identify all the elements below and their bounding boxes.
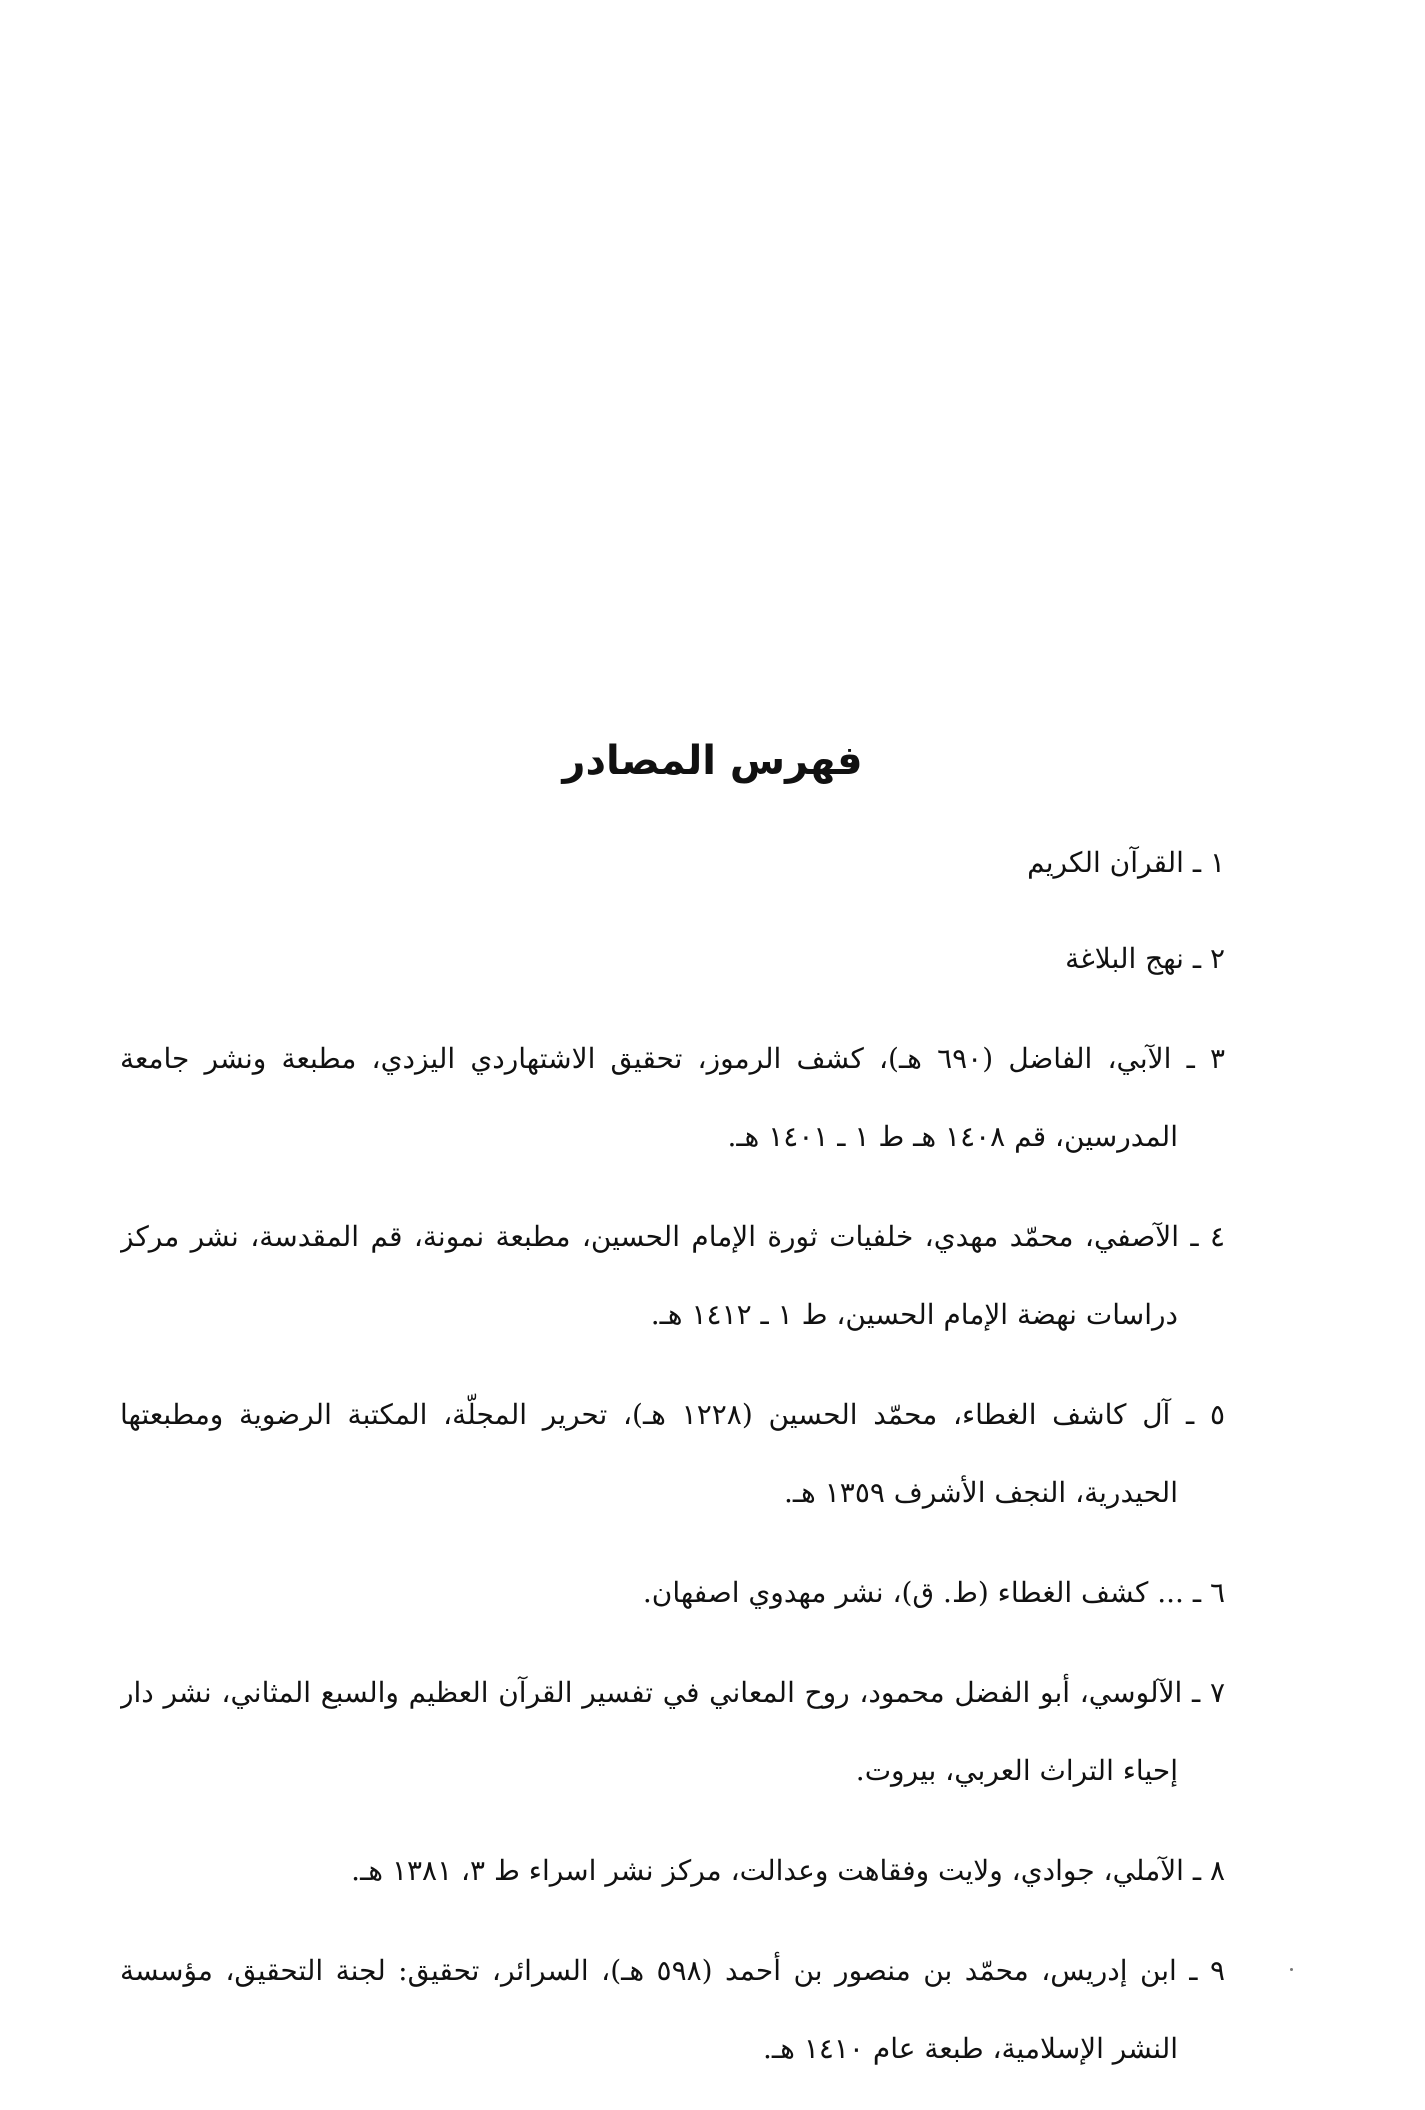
source-entry-6 bbox=[120, 1554, 1225, 1632]
source-entry-9 bbox=[120, 1932, 1225, 2088]
entry-line: ٧ ـ الآلوسي، أبو الفضل محمود، روح المعاني في تفسير القرآن العظيم والسبع المثاني، نشر دار bbox=[120, 1676, 1225, 1709]
entry-line-continued: المدرسين، قم ١٤٠٨ هـ ط ١ ـ ١٤٠١ هـ. bbox=[727, 1120, 1178, 1153]
entry-line-continued: الحيدرية، النجف الأشرف ١٣٥٩ هـ. bbox=[783, 1476, 1178, 1509]
entry-line: ٦ ـ ... كشف الغطاء (ط. ق)، نشر مهدوي اصفهان. bbox=[642, 1576, 1225, 1609]
source-entry-2 bbox=[120, 920, 1225, 998]
entry-line: ١ ـ القرآن الكريم bbox=[1027, 846, 1225, 879]
source-entry-5 bbox=[120, 1376, 1225, 1532]
sources-list bbox=[120, 828, 1225, 2110]
entry-line: ٤ ـ الآصفي، محمّد مهدي، خلفيات ثورة الإمام الحسين، مطبعة نمونة، قم المقدسة، نشر مركز bbox=[120, 1220, 1225, 1253]
entry-line: ٥ ـ آل كاشف الغطاء، محمّد الحسين (١٢٢٨ هـ)، تحرير المجلّة، المكتبة الرضوية ومطبعتها bbox=[120, 1398, 1225, 1431]
entry-line-continued: دراسات نهضة الإمام الحسين، ط ١ ـ ١٤١٢ هـ. bbox=[650, 1298, 1178, 1331]
entry-line: ٣ ـ الآبي، الفاضل (٦٩٠ هـ)، كشف الرموز، تحقيق الاشتهاردي اليزدي، مطبعة ونشر جامعة bbox=[120, 1042, 1225, 1075]
entry-line: ٨ ـ الآملي، جوادي، ولايت وفقاهت وعدالت، مركز نشر اسراء ط ٣، ١٣٨١ هـ. bbox=[351, 1854, 1225, 1887]
source-entry-3 bbox=[120, 1020, 1225, 1176]
page-speck bbox=[1290, 1968, 1293, 1971]
source-entry-7 bbox=[120, 1654, 1225, 1810]
source-entry-1 bbox=[120, 828, 1225, 898]
source-entry-8 bbox=[120, 1832, 1225, 1910]
entry-line: ٢ ـ نهج البلاغة bbox=[1065, 942, 1225, 975]
entry-line: ٩ ـ ابن إدريس، محمّد بن منصور بن أحمد (٥٩٨ هـ)، السرائر، تحقيق: لجنة التحقيق، مؤسسة bbox=[120, 1954, 1225, 1987]
source-entry-4 bbox=[120, 1198, 1225, 1354]
entry-line-continued: النشر الإسلامية، طبعة عام ١٤١٠ هـ. bbox=[763, 2032, 1178, 2065]
page-title: فهرس المصادر bbox=[562, 738, 863, 784]
entry-line-continued: إحياء التراث العربي، بيروت. bbox=[855, 1754, 1178, 1787]
